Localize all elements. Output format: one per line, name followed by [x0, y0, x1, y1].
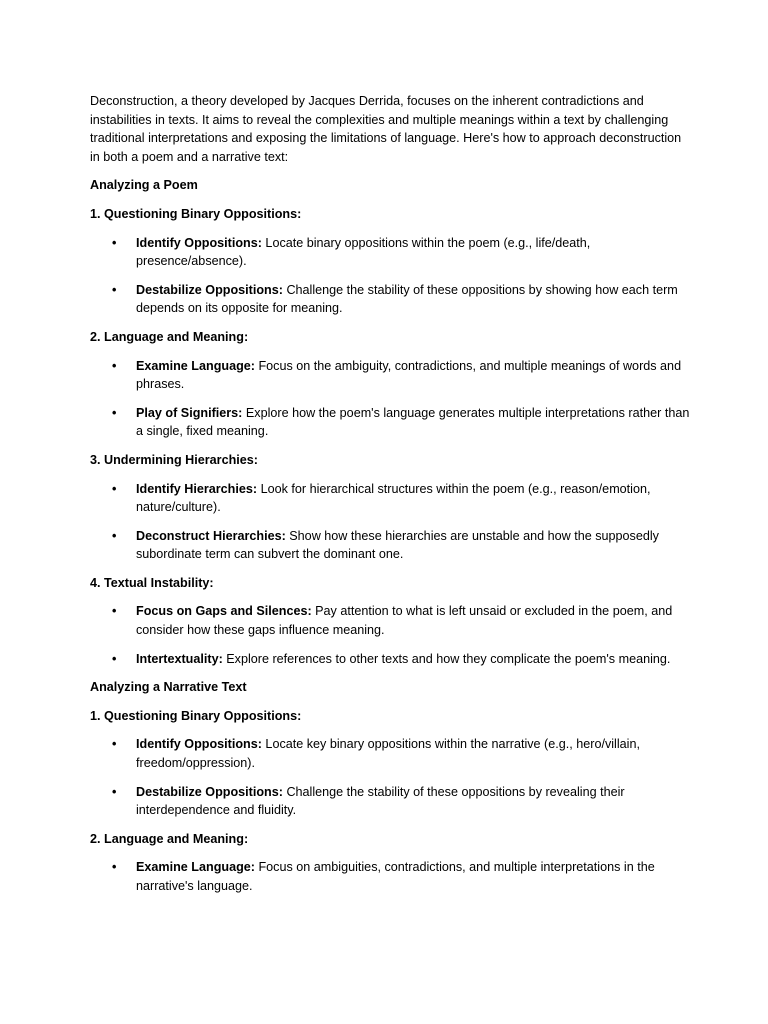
bullet-icon: • — [112, 651, 117, 666]
poem-subheading-2: 2. Language and Meaning: — [90, 329, 249, 344]
list-item — [90, 480, 690, 517]
item-text: Explore references to other texts and how they complicate the poem's meaning. — [222, 651, 671, 666]
document-page — [90, 92, 690, 906]
item-text: Look for hierarchical structures within the poem (e.g., reason/emotion, nature/culture). — [136, 481, 651, 515]
bullet-icon: • — [112, 860, 117, 875]
list-item — [90, 858, 690, 895]
item-term: Identify Oppositions: — [136, 737, 262, 752]
poem-list-3 — [90, 480, 690, 564]
bullet-icon: • — [112, 405, 117, 420]
list-item — [90, 234, 690, 271]
list-item — [90, 650, 690, 669]
bullet-icon: • — [112, 784, 117, 799]
item-term: Identify Oppositions: — [136, 235, 262, 250]
item-text: Focus on the ambiguity, contradictions, and multiple meanings of words and phrases. — [136, 358, 682, 392]
item-text: Challenge the stability of these oppositions by revealing their interdependence and fluidity. — [136, 784, 625, 818]
section-heading-narrative: Analyzing a Narrative Text — [90, 680, 247, 695]
bullet-icon: • — [112, 235, 117, 250]
bullet-icon: • — [112, 737, 117, 752]
poem-list-1 — [90, 234, 690, 318]
list-item — [90, 281, 690, 318]
item-term: Destabilize Oppositions: — [136, 784, 283, 799]
intro-paragraph: Deconstruction, a theory developed by Jacques Derrida, focuses on the inherent contradictions and instabilities in texts. It aims to reveal the complexities and multiple meanings within a text by challenging traditional interpretations and exposing the limitations of language. Here's how to approach deconstruction in both a poem and a narrative text: — [90, 94, 682, 164]
item-text: Locate key binary oppositions within the narrative (e.g., hero/villain, freedom/oppression). — [136, 737, 640, 771]
narrative-list-1 — [90, 735, 690, 819]
bullet-icon: • — [112, 282, 117, 297]
item-term: Deconstruct Hierarchies: — [136, 528, 286, 543]
poem-subheading-4: 4. Textual Instability: — [90, 575, 214, 590]
narrative-subheading-1: 1. Questioning Binary Oppositions: — [90, 708, 302, 723]
section-heading-poem: Analyzing a Poem — [90, 178, 198, 193]
item-text: Locate binary oppositions within the poem (e.g., life/death, presence/absence). — [136, 235, 591, 269]
list-item — [90, 357, 690, 394]
poem-list-4 — [90, 602, 690, 668]
item-term: Identify Hierarchies: — [136, 481, 258, 496]
bullet-icon: • — [112, 528, 117, 543]
bullet-icon: • — [112, 358, 117, 373]
narrative-subheading-2: 2. Language and Meaning: — [90, 831, 249, 846]
poem-list-2 — [90, 357, 690, 441]
item-text: Show how these hierarchies are unstable and how the supposedly subordinate term can subvert the dominant one. — [136, 528, 659, 562]
list-item — [90, 527, 690, 564]
list-item — [90, 602, 690, 639]
list-item — [90, 735, 690, 772]
list-item — [90, 404, 690, 441]
poem-subheading-3: 3. Undermining Hierarchies: — [90, 452, 258, 467]
item-term: Intertextuality: — [136, 651, 223, 666]
item-term: Examine Language: — [136, 860, 255, 875]
item-term: Destabilize Oppositions: — [136, 282, 283, 297]
item-text: Focus on ambiguities, contradictions, and multiple interpretations in the narrative's language. — [136, 860, 655, 893]
list-item — [90, 783, 690, 820]
bullet-icon: • — [112, 604, 117, 619]
item-term: Examine Language: — [136, 358, 255, 373]
poem-subheading-1: 1. Questioning Binary Oppositions: — [90, 206, 302, 221]
item-text: Explore how the poem's language generates multiple interpretations rather than a single, fixed meaning. — [136, 405, 690, 439]
item-term: Focus on Gaps and Silences: — [136, 604, 312, 619]
bullet-icon: • — [112, 481, 117, 496]
narrative-list-2 — [90, 858, 690, 895]
item-term: Play of Signifiers: — [136, 405, 243, 420]
item-text: Pay attention to what is left unsaid or excluded in the poem, and consider how these gaps influence meaning. — [136, 604, 673, 638]
item-text: Challenge the stability of these oppositions by showing how each term depends on its opposite for meaning. — [136, 282, 678, 316]
